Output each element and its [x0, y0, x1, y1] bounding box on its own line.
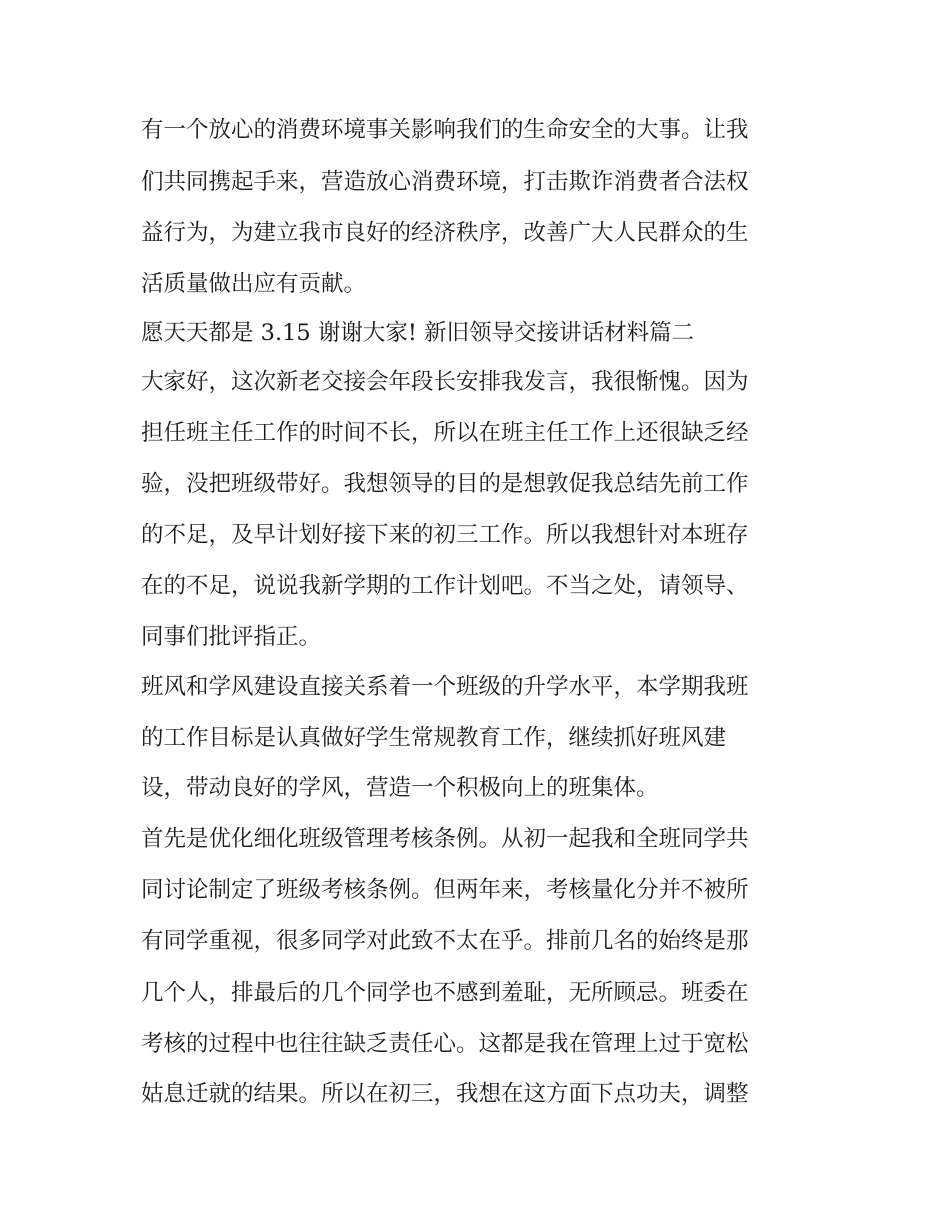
text-line: 同讨论制定了班级考核条例。但两年来，考核量化分并不被所 [141, 877, 749, 903]
text-line: 几个人，排最后的几个同学也不感到羞耻，无所顾忌。班委在 [141, 980, 749, 1006]
text-line: 活质量做出应有贡献。 [141, 271, 367, 297]
text-line: 的工作目标是认真做好学生常规教育工作，继续抓好班风建 [141, 725, 727, 751]
text-line: 担任班主任工作的时间不长，所以在班主任工作上还很缺乏经 [141, 420, 749, 446]
text-line: 有同学重视，很多同学对此致不太在乎。排前几名的始终是那 [141, 928, 749, 954]
text-line: 设，带动良好的学风，营造一个积极向上的班集体。 [141, 775, 659, 801]
text-line: 班风和学风建设直接关系着一个班级的升学水平，本学期我班 [141, 674, 749, 700]
text-line: 有一个放心的消费环境事关影响我们的生命安全的大事。让我 [141, 117, 749, 143]
text-line: 大家好，这次新老交接会年段长安排我发言，我很惭愧。因为 [141, 369, 749, 395]
text-line: 的不足，及早计划好接下来的初三工作。所以我想针对本班存 [141, 522, 749, 548]
section-heading-line: 愿天天都是 3.15 谢谢大家! 新旧领导交接讲话材料篇二 [141, 320, 695, 346]
text-line: 们共同携起手来，营造放心消费环境，打击欺诈消费者合法权 [141, 169, 749, 195]
text-line: 姑息迁就的结果。所以在初三，我想在这方面下点功夫，调整 [141, 1081, 749, 1107]
text-line: 在的不足，说说我新学期的工作计划吧。不当之处，请领导、 [141, 573, 749, 599]
text-line: 益行为，为建立我市良好的经济秩序，改善广大人民群众的生 [141, 220, 749, 246]
text-line: 首先是优化细化班级管理考核条例。从初一起我和全班同学共 [141, 826, 749, 852]
text-line: 验，没把班级带好。我想领导的目的是想敦促我总结先前工作 [141, 471, 749, 497]
text-line: 同事们批评指正。 [141, 624, 322, 650]
text-line: 考核的过程中也往往缺乏责任心。这都是我在管理上过于宽松 [141, 1031, 749, 1057]
